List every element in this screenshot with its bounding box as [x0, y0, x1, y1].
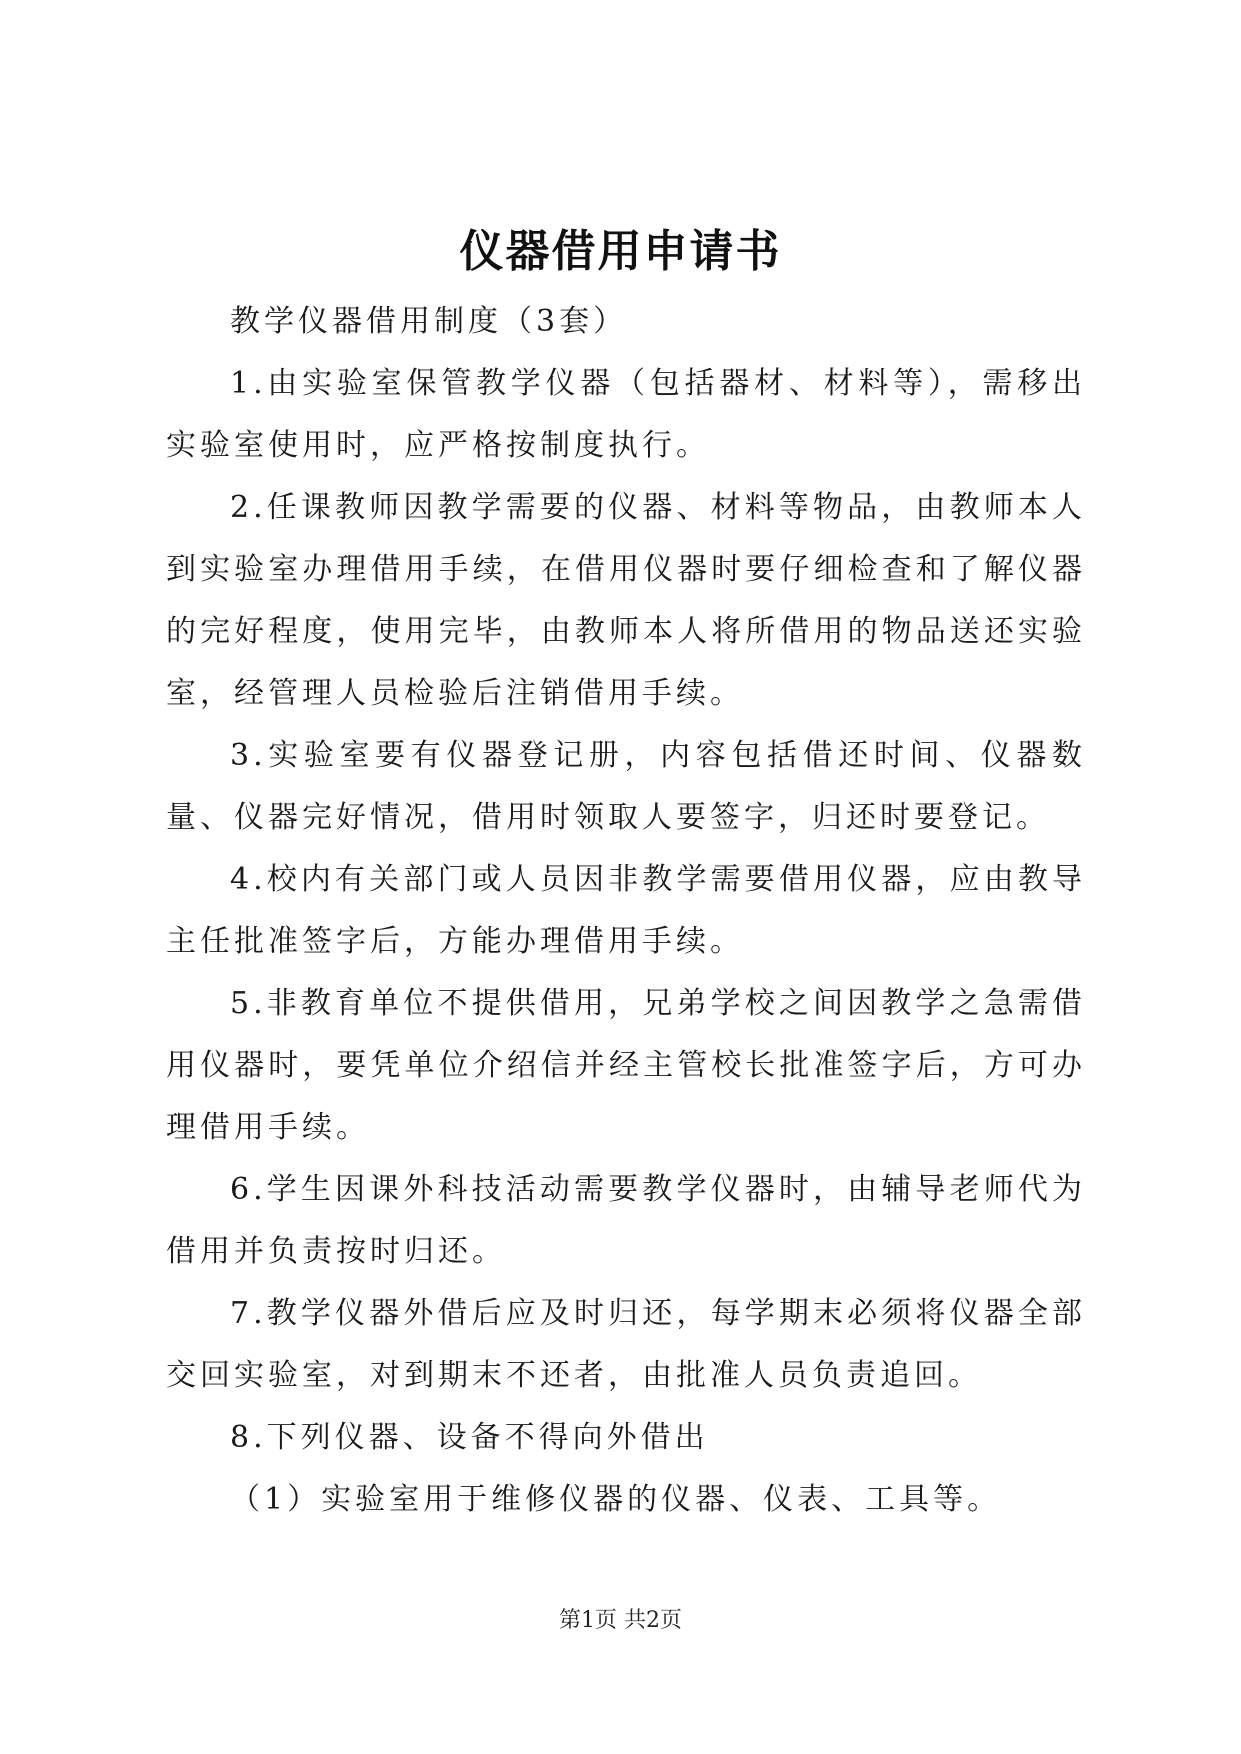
paragraph-6: 6.学生因课外科技活动需要教学仪器时，由辅导老师代为借用并负责按时归还。 — [166, 1172, 1086, 1269]
paragraph-8: 8.下列仪器、设备不得向外借出 — [230, 1420, 709, 1455]
document-body — [166, 291, 1086, 1531]
paragraph-2: 2.任课教师因教学需要的仪器、材料等物品，由教师本人到实验室办理借用手续，在借用仪器时要仔细检查和了解仪器的完好程度，使用完毕，由教师本人将所借用的物品送还实验室，经管理人员检验后注销借用手续。 — [166, 490, 1086, 711]
page-footer: 第1页 共2页 — [559, 1608, 682, 1633]
page-title: 仪器借用申请书 — [459, 226, 782, 277]
paragraph-1: 1.由实验室保管教学仪器（包括器材、材料等），需移出实验室使用时，应严格按制度执行。 — [166, 366, 1086, 463]
sub-item-1: （1）实验室用于维修仪器的仪器、仪表、工具等。 — [230, 1482, 1002, 1517]
paragraph-4: 4.校内有关部门或人员因非教学需要借用仪器，应由教导主任批准签字后，方能办理借用手续。 — [166, 862, 1086, 959]
paragraph-7: 7.教学仪器外借后应及时归还，每学期末必须将仪器全部交回实验室，对到期末不还者，由批准人员负责追回。 — [166, 1296, 1086, 1393]
paragraph-3: 3.实验室要有仪器登记册，内容包括借还时间、仪器数量、仪器完好情况，借用时领取人要签字，归还时要登记。 — [166, 738, 1086, 835]
paragraph-5: 5.非教育单位不提供借用，兄弟学校之间因教学之急需借用仪器时，要凭单位介绍信并经主管校长批准签字后，方可办理借用手续。 — [166, 986, 1086, 1145]
section-heading: 教学仪器借用制度（3套） — [230, 304, 628, 339]
